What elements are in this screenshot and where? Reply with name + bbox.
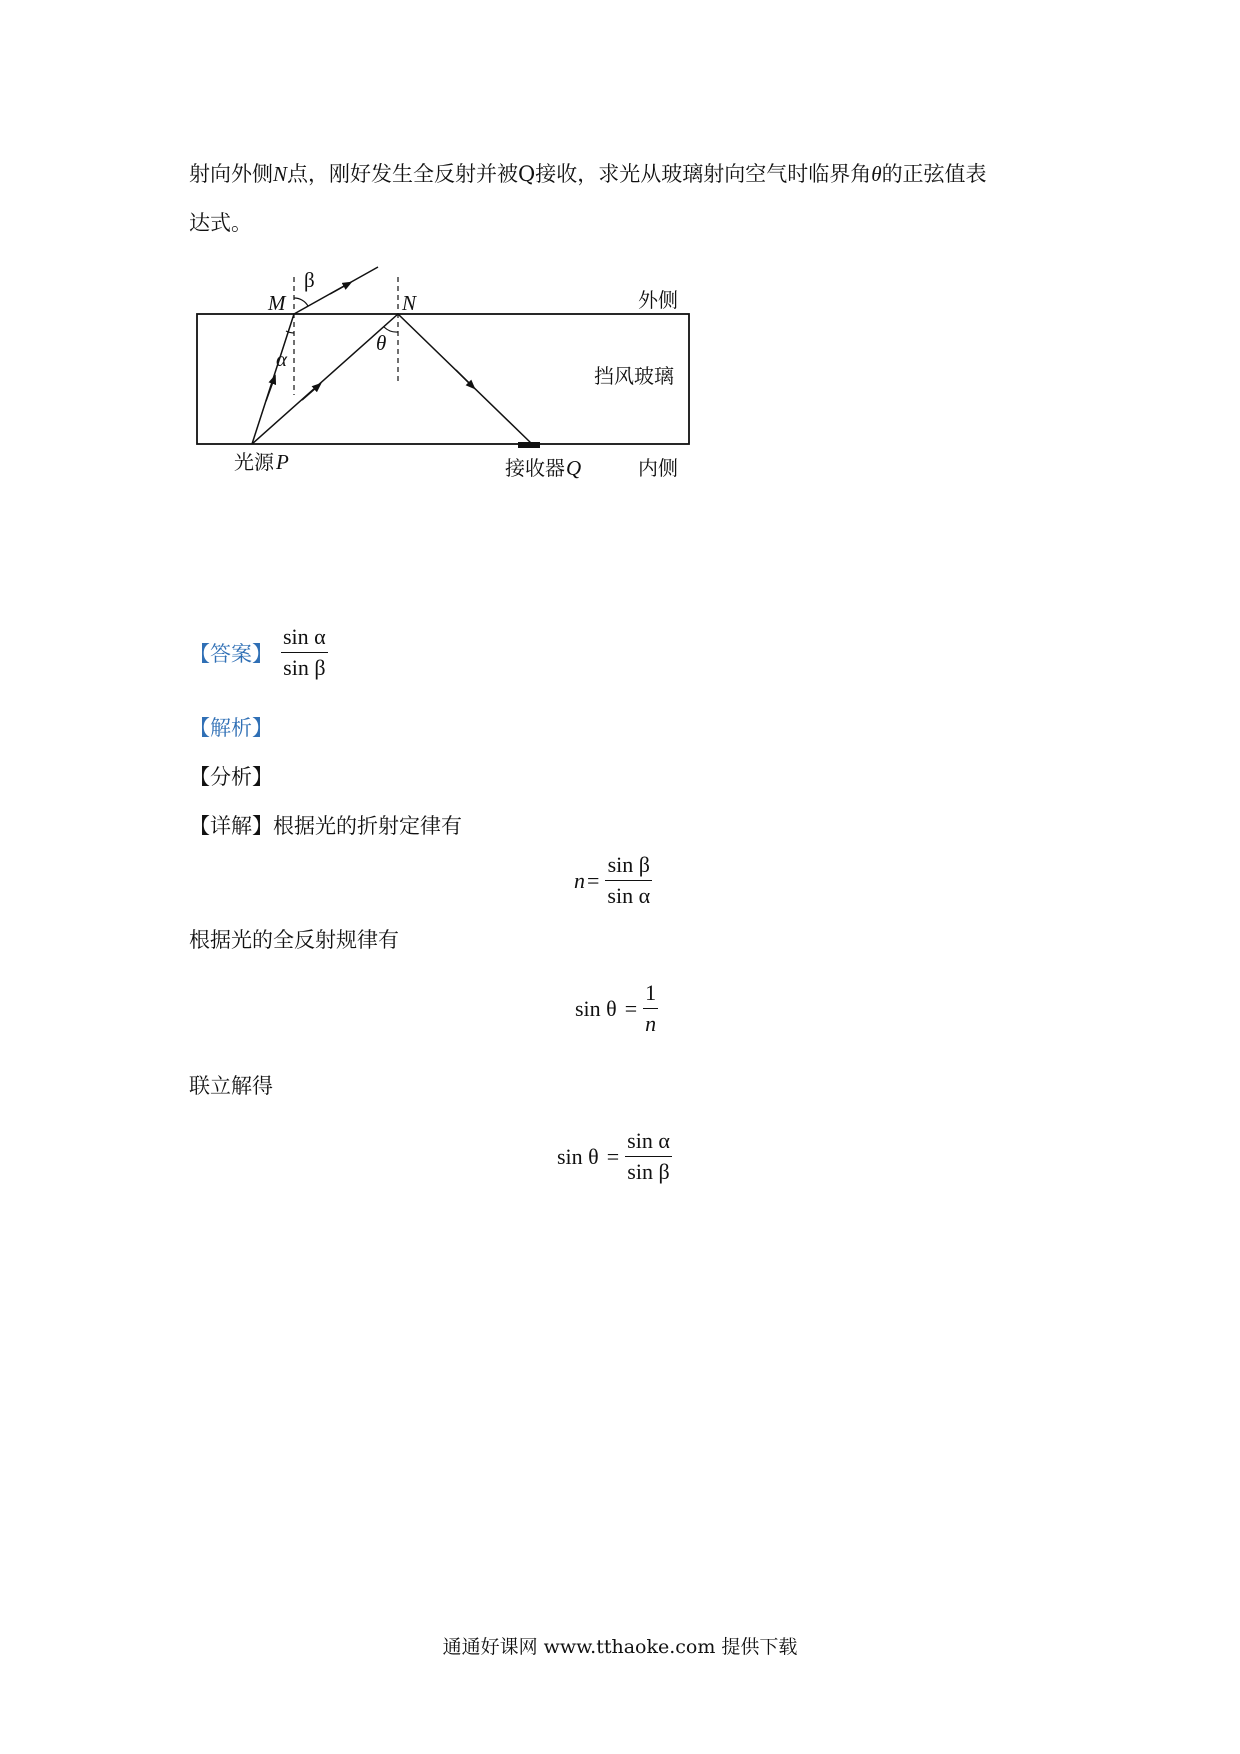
detail-tag: 【详解】 (189, 814, 273, 838)
equation-total-reflection (575, 978, 658, 1039)
eq1-denominator: sin α (607, 883, 651, 908)
analysis-tag: 【解析】 (189, 716, 273, 740)
point-n-symbol: N (273, 162, 288, 186)
eq3-lhs: sin θ (557, 1143, 599, 1169)
eq2-lhs: sin θ (575, 995, 617, 1021)
detail-text: 根据光的折射定律有 (273, 814, 462, 838)
eq2-numerator: 1 (645, 980, 657, 1005)
eq3-sign: = (606, 1143, 620, 1169)
label-alpha: α (276, 347, 288, 371)
eq3-numerator: sin α (627, 1128, 670, 1153)
answer-numerator: sin α (283, 624, 326, 649)
label-outer-side: 外侧 (638, 288, 678, 312)
arrow-p-to-n (302, 386, 318, 400)
answer-row (189, 622, 328, 683)
label-m: M (268, 291, 286, 315)
eq3-fraction (625, 1126, 672, 1187)
eq1-numerator: sin β (607, 852, 650, 877)
label-source-p: P (276, 450, 289, 474)
question-part-2: 点，刚好发生全反射并被Q接收，求光从玻璃射向空气时临界角 (287, 162, 872, 186)
label-theta: θ (376, 331, 387, 355)
eq1-sign: = (587, 867, 600, 893)
theta-symbol: θ (871, 162, 882, 186)
answer-tag: 【答案】 (189, 641, 273, 666)
question-part-3: 的正弦值表 (881, 162, 987, 186)
equation-refraction (574, 850, 652, 911)
label-receiver-q: Q (566, 456, 582, 480)
question-line-1 (189, 159, 987, 189)
optics-diagram (180, 255, 720, 495)
label-source-text: 光源 (234, 450, 274, 474)
label-windshield: 挡风玻璃 (594, 364, 674, 388)
label-receiver-text: 接收器 (505, 456, 565, 480)
detail-text-3: 联立解得 (189, 1074, 273, 1098)
eq2-sign: = (624, 995, 638, 1021)
beta-arc (294, 298, 308, 306)
receiver-block (518, 442, 540, 448)
label-beta: β (304, 268, 315, 292)
arrow-n-to-q (456, 370, 472, 386)
footer-source: 通通好课网 www.tthaoke.com 提供下载 (442, 1636, 798, 1658)
question-part-1: 射向外侧 (189, 162, 273, 186)
eq2-fraction (643, 978, 658, 1039)
answer-denominator: sin β (283, 655, 326, 680)
fenxi-tag: 【分析】 (189, 765, 273, 789)
analysis-row (189, 713, 273, 743)
arrow-m-to-outside (330, 284, 348, 294)
equation-result (557, 1126, 672, 1187)
fenxi-row (189, 762, 273, 792)
eq1-fraction (605, 850, 652, 911)
detail-text-2: 根据光的全反射规律有 (189, 928, 399, 952)
eq3-denominator: sin β (627, 1159, 670, 1184)
detail-row (189, 811, 462, 841)
answer-fraction (281, 622, 328, 683)
question-line-2: 达式。 (189, 211, 252, 235)
label-n: N (402, 291, 417, 315)
eq2-denominator: n (645, 1011, 657, 1036)
eq1-lhs: n (574, 867, 585, 893)
label-inner-side: 内侧 (638, 456, 678, 480)
arrow-p-to-m (266, 379, 274, 401)
